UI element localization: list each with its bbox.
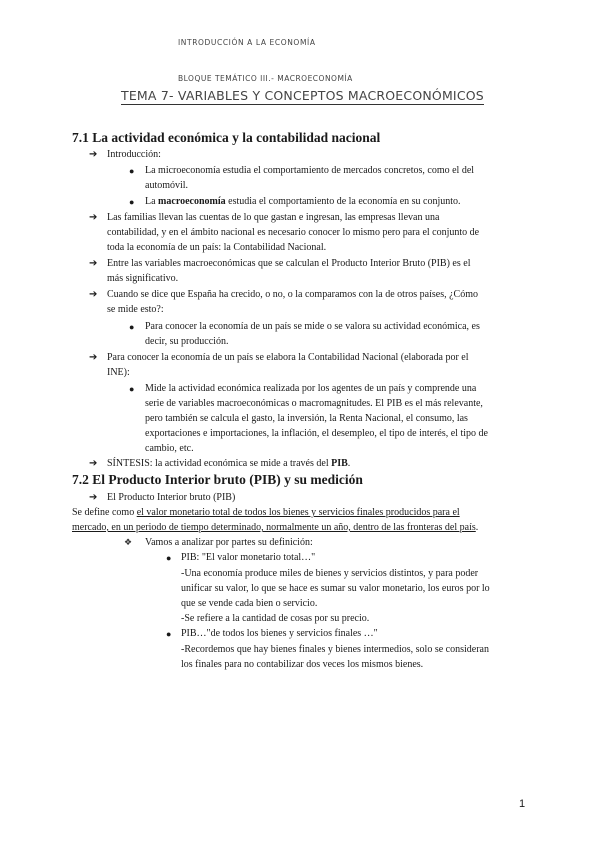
contab-line-2: INE): xyxy=(107,367,130,378)
mide-line-5: cambio, etc. xyxy=(145,443,194,454)
micro-line-2: automóvil. xyxy=(145,180,189,191)
pib2-line-1: -Recordemos que hay bienes finales y bienes intermedios, solo se consideran xyxy=(181,644,489,655)
arrow-icon: ➔ xyxy=(89,352,98,363)
pib1-line-4: -Se refiere a la cantidad de cosas por su precio. xyxy=(181,613,370,624)
macro-line xyxy=(145,194,461,210)
pib-subheading: El Producto Interior bruto (PIB) xyxy=(107,492,236,503)
pib1-line-3: que se vende cada bien o servicio. xyxy=(181,598,318,609)
pib2-title: PIB…"de todos los bienes y servicios finales …" xyxy=(181,628,378,639)
page-number: 1 xyxy=(519,798,526,810)
definition-end: . xyxy=(475,522,479,533)
course-title: INTRODUCCIÓN A LA ECONOMÍA xyxy=(178,38,316,47)
bullet-icon: ● xyxy=(129,322,135,332)
diamond-bullet-icon: ❖ xyxy=(124,537,133,547)
pib1-line-2: unificar su valor, lo que se hace es sumar su valor monetario, los euros por lo xyxy=(181,583,490,594)
intro-line: Introducción: xyxy=(107,149,161,160)
macro-bold: macroeconomía xyxy=(158,196,226,207)
pib1-line-1: -Una economía produce miles de bienes y servicios distintos, y para poder xyxy=(181,568,479,579)
arrow-icon: ➔ xyxy=(89,458,98,469)
bullet-icon: ● xyxy=(129,384,135,394)
bullet-icon: ● xyxy=(166,629,172,639)
macro-post: estudia el comportamiento de la economía en su conjunto. xyxy=(225,196,461,207)
espana-line-2: se mide esto?: xyxy=(107,304,164,315)
analizar-line: Vamos a analizar por partes su definición: xyxy=(145,537,313,548)
sintesis-pre: SÍNTESIS: la actividad económica se mide a través del xyxy=(107,458,332,469)
pib1-title: PIB: "El valor monetario total…" xyxy=(181,552,316,563)
arrow-icon: ➔ xyxy=(89,212,98,223)
pib2-line-2: los finales para no contabilizar dos veces los mismos bienes. xyxy=(181,659,424,670)
variables-line-1: Entre las variables macroeconómicas que se calculan el Producto Interior Bruto (PIB) es el xyxy=(107,258,471,269)
macro-pre: La xyxy=(145,196,159,207)
bullet-icon: ● xyxy=(166,553,172,563)
section-7-1-heading: 7.1 La actividad económica y la contabilidad nacional xyxy=(72,130,381,145)
topic-title: TEMA 7- VARIABLES Y CONCEPTOS MACROECONÓMICOS xyxy=(121,88,484,103)
contab-line-1: Para conocer la economía de un país se elabora la Contabilidad Nacional (elaborada por el xyxy=(107,352,469,363)
definition-line-1 xyxy=(72,505,460,521)
familias-line-2: contabilidad, y en el ámbito nacional es necesario conocer lo mismo pero para el conjunto de xyxy=(107,227,480,238)
definition-pre: Se define como xyxy=(72,507,137,518)
familias-line-3: toda la economía de un país: la Contabilidad Nacional. xyxy=(107,242,327,253)
sintesis-bold: PIB xyxy=(331,458,348,469)
definition-underline-1: el valor monetario total de todos los bienes y servicios finales producidos para el xyxy=(136,507,460,518)
arrow-icon: ➔ xyxy=(89,149,98,160)
arrow-icon: ➔ xyxy=(89,289,98,300)
mide-line-4: exportaciones e importaciones, la inflación, el desempleo, el tipo de interés, el tipo de xyxy=(145,428,488,439)
mide-line-3: pero también se calcula el gasto, la inversión, la Renta Nacional, el consumo, las xyxy=(145,413,468,424)
espana-line-1: Cuando se dice que España ha crecido, o no, o la comparamos con la de otros países, ¿Cómo xyxy=(107,289,479,300)
block-title: BLOQUE TEMÁTICO III.- MACROECONOMÍA xyxy=(178,74,353,83)
familias-line-1: Las familias llevan las cuentas de lo que gastan e ingresan, las empresas llevan una xyxy=(107,212,440,223)
definition-underline-2: mercado, en un periodo de tiempo determinado, normalmente un año, dentro de las fronteras del país xyxy=(72,522,476,533)
arrow-icon: ➔ xyxy=(89,258,98,269)
arrow-icon: ➔ xyxy=(89,492,98,503)
micro-line-1: La microeconomía estudia el comportamiento de mercados concretos, como el del xyxy=(145,165,475,176)
conocer-line-2: decir, su producción. xyxy=(145,336,229,347)
bullet-icon: ● xyxy=(129,166,135,176)
definition-line-2 xyxy=(72,520,478,536)
mide-line-2: serie de variables macroeconómicas o macromagnitudes. El PIB es el más relevante, xyxy=(145,398,483,409)
sintesis-post: . xyxy=(347,458,351,469)
variables-line-2: más significativo. xyxy=(107,273,179,284)
sintesis-line xyxy=(107,456,350,472)
mide-line-1: Mide la actividad económica realizada por los agentes de un país y comprende una xyxy=(145,383,477,394)
section-7-2-heading: 7.2 El Producto Interior bruto (PIB) y su medición xyxy=(72,472,363,487)
conocer-line-1: Para conocer la economía de un país se mide o se valora su actividad económica, es xyxy=(145,321,480,332)
bullet-icon: ● xyxy=(129,197,135,207)
